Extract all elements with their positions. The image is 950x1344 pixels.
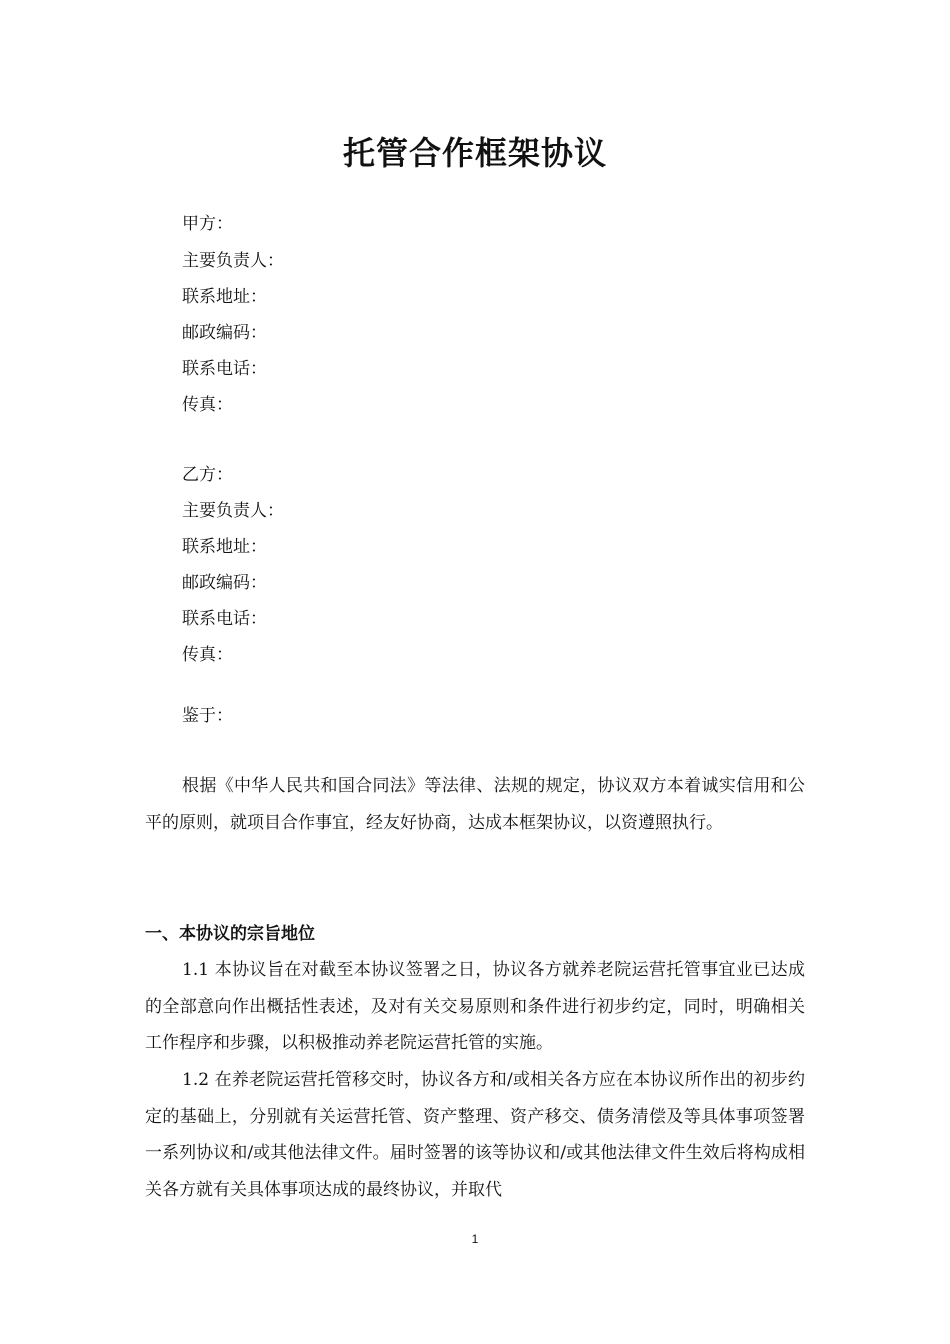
party-b-responsible-person: 主要负责人：: [182, 501, 284, 521]
party-a-postal-code: 邮政编码：: [182, 323, 267, 343]
document-title: 托管合作框架协议: [342, 134, 607, 172]
party-b-label: 乙方：: [182, 465, 233, 485]
party-a-address: 联系地址：: [182, 287, 267, 307]
party-b-postal-code: 邮政编码：: [182, 573, 267, 593]
party-b-phone: 联系电话：: [182, 609, 267, 629]
clause-1-1: 1.1 本协议旨在对截至本协议签署之日，协议各方就养老院运营托管事宜业已达成的全部意向作出概括性表述，及对有关交易原则和条件进行初步约定，同时，明确相关工作程序和步骤，以积极推动养老院运营托管的实施。: [145, 960, 805, 1053]
party-a-label: 甲方：: [182, 214, 233, 234]
party-b-fax: 传真：: [182, 645, 233, 665]
party-a-fax: 传真：: [182, 395, 233, 415]
whereas-label: 鉴于：: [182, 706, 233, 726]
intro-paragraph: 根据《中华人民共和国合同法》等法律、法规的规定，协议双方本着诚实信用和公平的原则，就项目合作事宜，经友好协商，达成本框架协议，以资遵照执行。: [145, 776, 805, 833]
party-a-phone: 联系电话：: [182, 359, 267, 379]
section-heading: 一、本协议的宗旨地位: [145, 924, 315, 944]
party-b-address: 联系地址：: [182, 537, 267, 557]
party-a-responsible-person: 主要负责人：: [182, 251, 284, 271]
page-number: 1: [471, 1232, 479, 1246]
clause-1-2: 1.2 在养老院运营托管移交时，协议各方和/或相关各方应在本协议所作出的初步约定的基础上，分别就有关运营托管、资产整理、资产移交、债务清偿及等具体事项签署一系列协议和/或其他法律文件。届时签署的该等协议和/或其他法律文件生效后将构成相关各方就有关具体事项达成的最终协议，并取代: [145, 1070, 805, 1200]
